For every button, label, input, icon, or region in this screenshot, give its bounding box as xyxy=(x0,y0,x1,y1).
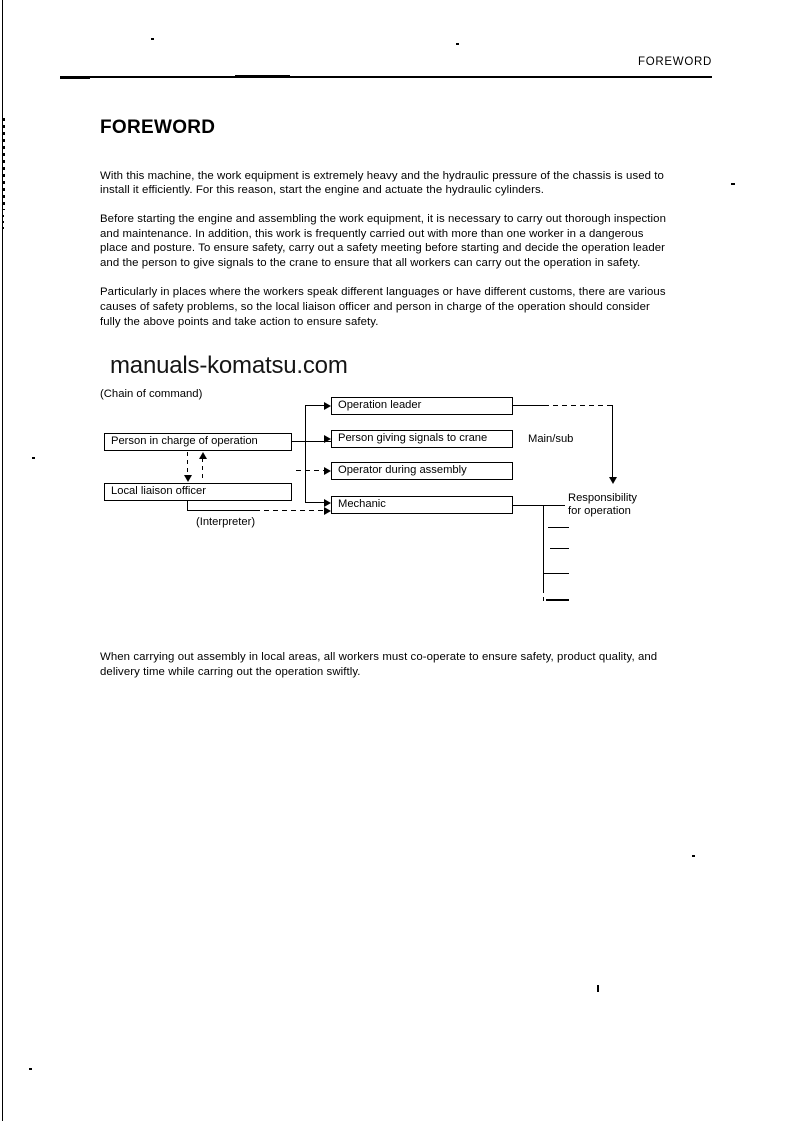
paragraph-2: Before starting the engine and assembling the work equipment, it is necessary to carry out thorough inspection and maintenance. In addition, this work is frequently carried out with more than one worker in a dangerous place and posture. To ensure safety, carry out a safety meeting before starting and decide the operation leader and the person to give signals to the crane to ensure that all workers can carry out the operation in safety. xyxy=(100,213,666,269)
box-operation-leader: Operation leader xyxy=(331,397,513,415)
header-rule-blot-left xyxy=(60,76,90,79)
page-left-border-dashes xyxy=(3,118,5,210)
box-mechanic: Mechanic xyxy=(331,496,513,514)
connector-to-operator-during-assembly xyxy=(296,470,324,471)
watermark-text: manuals-komatsu.com xyxy=(110,352,348,379)
label-main-sub: Main/sub xyxy=(528,433,574,445)
connector-operation-leader-out-dashed xyxy=(544,405,614,406)
scan-speck xyxy=(731,183,735,185)
diagram-caption: (Chain of command) xyxy=(100,388,203,400)
arrowhead-to-person-giving-signals xyxy=(324,435,331,443)
box-person-in-charge-of-operation: Person in charge of operation xyxy=(104,433,292,451)
connector-bracket-trunk xyxy=(543,505,544,593)
box-operator-during-assembly: Operator during assembly xyxy=(331,462,513,480)
paragraph-3: Particularly in places where the workers speak different languages or have different customs, there are various causes of safety problems, so the local liaison officer and person in charge of the operation should consider fully the above points and take action to ensure safety. xyxy=(100,286,666,328)
bracket-stub-1 xyxy=(548,527,569,528)
scan-speck xyxy=(29,1068,32,1070)
connector-to-operation-leader xyxy=(305,405,325,406)
connector-bracket-trunk-dashed xyxy=(543,581,544,603)
scan-speck xyxy=(32,457,35,459)
arrowhead-to-operator-during-assembly xyxy=(324,467,331,475)
header-rule xyxy=(60,76,712,78)
header-rule-blot-mid xyxy=(235,75,290,77)
label-responsibility-line2: for operation xyxy=(568,505,631,517)
connector-responsibility-drop xyxy=(612,405,613,479)
paragraph-1: With this machine, the work equipment is extremely heavy and the hydraulic pressure of the chassis is used to install it efficiently. For this reason, start the engine and actuate the hydraulic cylinders. xyxy=(100,169,664,197)
closing-paragraph: When carrying out assembly in local areas, all workers must co-operate to ensure safety, product quality, and delivery time while carring out the operation swiftly. xyxy=(100,651,658,678)
page-content xyxy=(100,110,700,678)
box-local-liaison-officer: Local liaison officer xyxy=(104,483,292,501)
arrowhead-to-responsibility xyxy=(609,477,617,484)
arrowhead-to-mechanic-upper xyxy=(324,499,331,507)
arrowhead-to-operation-leader xyxy=(324,402,331,410)
running-head: FOREWORD xyxy=(638,56,712,68)
connector-trunk-down-to-mechanic xyxy=(305,441,306,503)
connector-liaison-up xyxy=(202,458,203,482)
connector-liaison-down xyxy=(187,452,188,476)
page-header xyxy=(0,0,794,90)
scan-speck xyxy=(692,855,695,857)
label-responsibility-line1: Responsibility xyxy=(568,492,638,504)
label-interpreter: (Interpreter) xyxy=(196,516,256,528)
arrowhead-up-to-person-in-charge xyxy=(199,452,207,459)
chain-of-command-diagram xyxy=(100,388,700,618)
bracket-stub-2 xyxy=(550,548,569,549)
page-left-border-dashes-2 xyxy=(3,215,4,233)
scan-speck xyxy=(597,985,599,992)
page-title: FOREWORD xyxy=(100,117,216,138)
connector-to-mechanic-upper xyxy=(305,502,325,503)
bracket-stub-3 xyxy=(544,573,569,574)
connector-operation-leader-out xyxy=(513,405,545,406)
connector-mechanic-out xyxy=(513,505,565,506)
connector-interpreter-run-dashed xyxy=(255,510,325,511)
arrowhead-to-mechanic-lower xyxy=(324,507,331,515)
arrowhead-down-to-local-liaison xyxy=(184,475,192,482)
connector-trunk-up xyxy=(305,405,306,442)
closing-paragraph-wrap xyxy=(100,650,660,679)
bracket-stub-4 xyxy=(546,599,569,601)
box-person-giving-signals-to-crane: Person giving signals to crane xyxy=(331,430,513,448)
connector-interpreter-run xyxy=(187,510,256,511)
